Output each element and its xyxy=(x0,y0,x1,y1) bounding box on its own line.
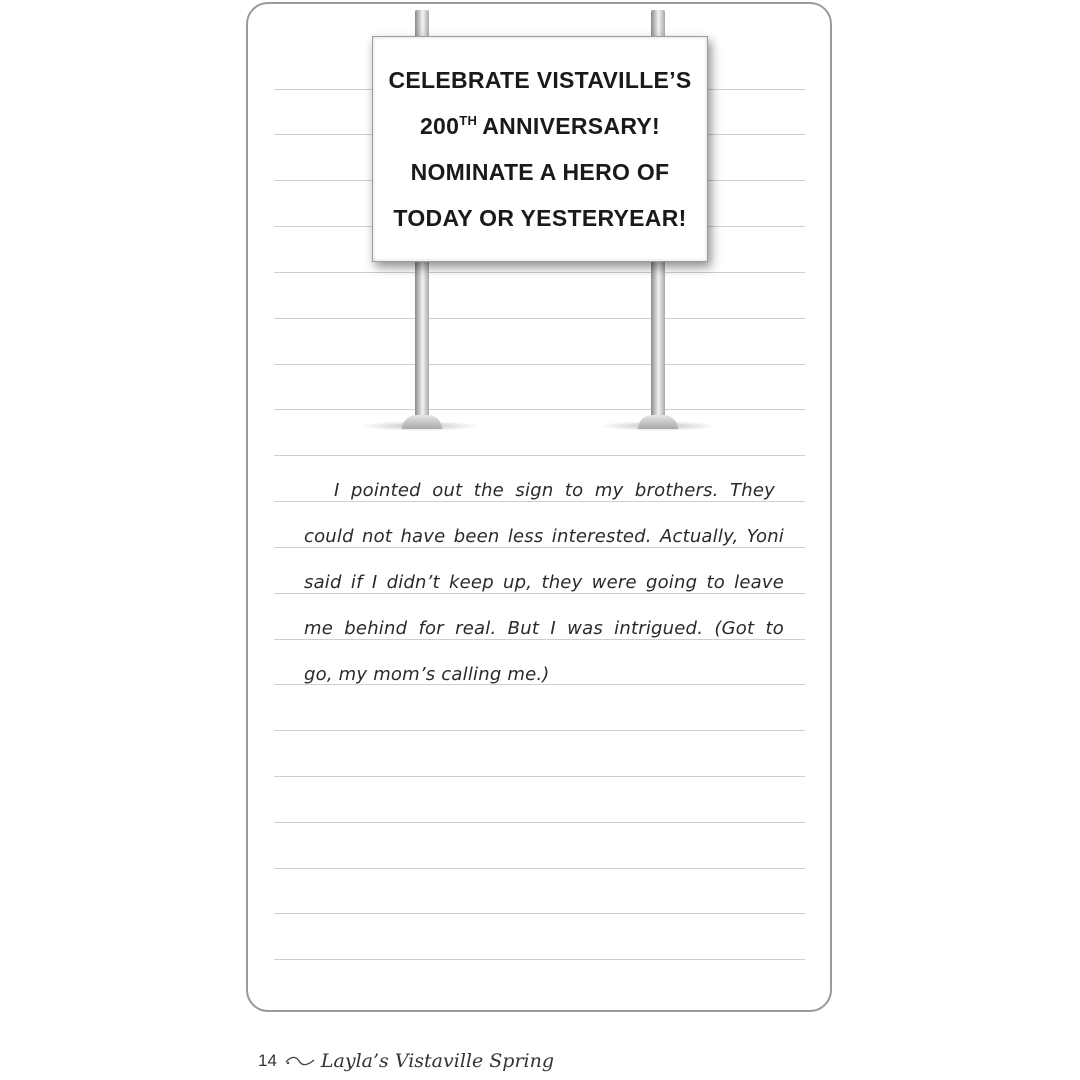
ruled-line xyxy=(274,822,805,823)
ruled-line xyxy=(274,730,805,731)
sign-post-left-foot xyxy=(402,415,442,429)
ruled-line xyxy=(274,501,805,502)
journal-line-5: go, my mom’s calling me.) xyxy=(304,664,550,685)
sign-post-right-top xyxy=(651,10,665,38)
ruled-line xyxy=(274,318,805,319)
ruled-line xyxy=(274,364,805,365)
sign-text-line-1: CELEBRATE VISTAVILLE’S xyxy=(388,67,692,93)
ruled-line xyxy=(274,959,805,960)
journal-line-2: could not have been less interested. Actually, Yoni xyxy=(304,526,784,547)
page-footer xyxy=(258,1046,554,1076)
journal-line-3: said if I didn’t keep up, they were going to leave xyxy=(304,572,784,593)
sign-text-line-4: TODAY OR YESTERYEAR! xyxy=(393,205,687,231)
sign-anniversary-number: 200 xyxy=(419,113,460,139)
sign-post-left xyxy=(415,260,429,418)
sign-text-line-3: NOMINATE A HERO OF xyxy=(410,159,670,185)
ruled-line xyxy=(274,547,805,548)
sign-post-left-top xyxy=(415,10,429,38)
book-title: Layla’s Vistaville Spring xyxy=(320,1050,554,1072)
sign-anniversary-word: ANNIVERSARY! xyxy=(482,113,661,139)
ruled-line xyxy=(274,593,805,594)
sign-board xyxy=(372,36,708,262)
ruled-line xyxy=(274,776,805,777)
ruled-line xyxy=(274,639,805,640)
sign-text-line-2 xyxy=(420,103,660,149)
ruled-line xyxy=(274,913,805,914)
sign-ordinal-suffix: TH xyxy=(459,113,478,128)
page-number: 14 xyxy=(258,1051,277,1070)
sign-post-right xyxy=(651,260,665,418)
swirl-ornament-icon xyxy=(285,1054,315,1068)
journal-line-4: me behind for real. But I was intrigued. (Got to xyxy=(304,618,784,639)
sign-post-right-foot xyxy=(638,415,678,429)
journal-line-1: I pointed out the sign to my brothers. They xyxy=(334,480,775,501)
ruled-line xyxy=(274,868,805,869)
ruled-line xyxy=(274,455,805,456)
ruled-line xyxy=(274,409,805,410)
ruled-line xyxy=(274,272,805,273)
